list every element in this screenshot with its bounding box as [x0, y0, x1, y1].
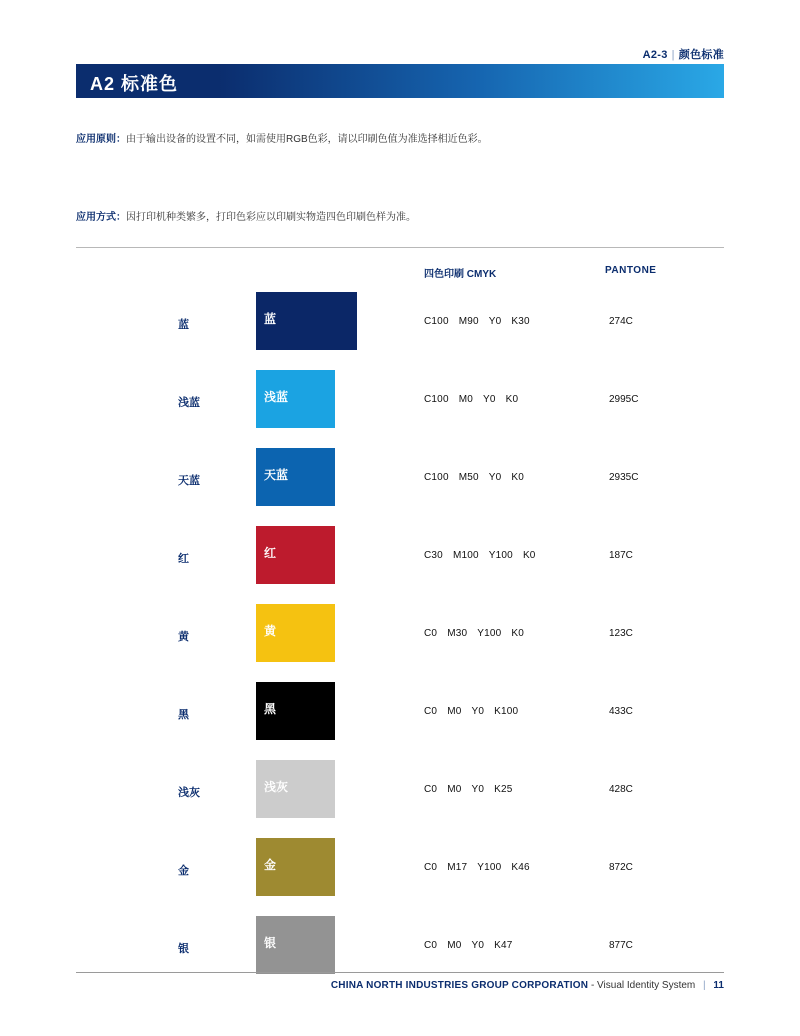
footer-separator: | [703, 980, 706, 991]
color-name: 浅蓝 [178, 397, 200, 409]
cmyk-component: C0 [424, 706, 438, 717]
swatch-label: 浅蓝 [264, 390, 289, 404]
color-name: 红 [178, 553, 189, 565]
cmyk-component: Y0 [471, 706, 485, 717]
pantone-value: 2995C [609, 394, 639, 405]
column-header-pantone: PANTONE [605, 265, 657, 276]
color-swatch [256, 370, 335, 428]
table-top-rule [76, 247, 724, 248]
page-header-label [643, 46, 724, 62]
cmyk-component: M0 [447, 706, 462, 717]
pantone-value: 274C [609, 316, 633, 327]
cmyk-value [424, 940, 523, 951]
table-row [76, 682, 724, 760]
table-row [76, 370, 724, 448]
footer-page-number: 11 [713, 980, 724, 991]
section-name: 颜色标准 [678, 49, 724, 61]
title-label: 标准色 [121, 74, 179, 94]
intro-line-1 [76, 130, 736, 208]
cmyk-component: M90 [458, 316, 479, 327]
pantone-value: 123C [609, 628, 633, 639]
cmyk-component: Y100 [477, 862, 502, 873]
cmyk-component: K46 [511, 862, 530, 873]
color-name: 蓝 [178, 319, 189, 331]
cmyk-value [424, 784, 523, 795]
color-swatch [256, 682, 335, 740]
color-swatch [256, 916, 335, 974]
cmyk-component: Y0 [488, 316, 502, 327]
cmyk-value [424, 628, 534, 639]
swatch-label: 浅灰 [264, 780, 289, 794]
header-separator: | [671, 49, 675, 61]
cmyk-component: M0 [447, 784, 462, 795]
color-swatch [256, 604, 335, 662]
column-header-cmyk: 四色印刷 CMYK [424, 269, 497, 280]
cmyk-component: M100 [452, 550, 479, 561]
page-footer [76, 980, 724, 998]
cmyk-component: K100 [494, 706, 519, 717]
swatch-label: 红 [264, 546, 277, 560]
table-row [76, 526, 724, 604]
cmyk-component: M17 [447, 862, 468, 873]
cmyk-component: K25 [494, 784, 513, 795]
cmyk-component: C0 [424, 628, 438, 639]
table-bottom-rule [76, 972, 724, 973]
swatch-label: 黑 [264, 702, 277, 716]
pantone-value: 433C [609, 706, 633, 717]
cmyk-value [424, 394, 528, 405]
swatch-label: 金 [264, 858, 277, 872]
section-title-bar [76, 64, 724, 98]
color-swatch [256, 838, 335, 896]
cmyk-component: K0 [511, 628, 525, 639]
color-swatch [256, 292, 357, 350]
color-name: 金 [178, 865, 189, 877]
cmyk-component: C0 [424, 940, 438, 951]
table-column-headers [76, 265, 724, 279]
cmyk-component: Y0 [483, 394, 496, 405]
cmyk-value [424, 862, 540, 873]
footer-system: - Visual Identity System [590, 980, 696, 991]
intro-lead-2: 应用方式： [76, 212, 126, 223]
table-row [76, 292, 724, 370]
swatch-label: 天蓝 [264, 468, 289, 482]
cmyk-component: K0 [505, 394, 519, 405]
table-row [76, 838, 724, 916]
color-swatch [256, 526, 335, 584]
table-row [76, 760, 724, 838]
cmyk-component: C0 [424, 784, 438, 795]
swatch-label: 蓝 [264, 312, 277, 326]
cmyk-value [424, 706, 528, 717]
intro-body-2: 因打印机种类繁多，打印色彩应以印刷实物造四色印刷色样为准。 [126, 212, 416, 223]
table-row [76, 604, 724, 682]
cmyk-component: C0 [424, 862, 438, 873]
intro-lead-1: 应用原则： [76, 134, 126, 145]
page-title [90, 70, 178, 96]
pantone-value: 872C [609, 862, 633, 873]
cmyk-component: M0 [447, 940, 462, 951]
cmyk-component: Y100 [488, 550, 513, 561]
cmyk-component: K30 [511, 316, 530, 327]
swatch-label: 银 [264, 936, 277, 950]
cmyk-component: M50 [458, 472, 479, 483]
cmyk-component: Y0 [471, 784, 485, 795]
section-code: A2-3 [642, 49, 668, 61]
cmyk-component: M0 [458, 394, 474, 405]
cmyk-component: C100 [424, 316, 449, 327]
color-table [76, 292, 724, 994]
cmyk-component: C100 [424, 472, 449, 483]
color-swatch [256, 448, 335, 506]
color-name: 黄 [178, 631, 189, 643]
cmyk-value [424, 472, 534, 483]
intro-body-1: 由于输出设备的设置不同，如需使用RGB色彩，请以印刷色值为准选择相近色彩。 [126, 134, 488, 145]
color-name: 天蓝 [178, 475, 200, 487]
intro-text-block [76, 130, 736, 286]
pantone-value: 187C [609, 550, 633, 561]
swatch-label: 黄 [264, 624, 277, 638]
pantone-value: 428C [609, 784, 633, 795]
cmyk-component: K47 [494, 940, 513, 951]
cmyk-component: M30 [447, 628, 468, 639]
table-row [76, 448, 724, 526]
cmyk-component: Y0 [471, 940, 485, 951]
cmyk-component: K0 [522, 550, 536, 561]
cmyk-component: Y0 [488, 472, 502, 483]
pantone-value: 2935C [609, 472, 639, 483]
color-name: 浅灰 [178, 787, 200, 799]
color-name: 黑 [178, 709, 189, 721]
cmyk-value [424, 550, 546, 561]
color-swatch [256, 760, 335, 818]
cmyk-component: K0 [511, 472, 525, 483]
color-name: 银 [178, 943, 189, 955]
cmyk-component: Y100 [477, 628, 502, 639]
footer-company: CHINA NORTH INDUSTRIES GROUP CORPORATION [330, 980, 589, 991]
cmyk-component: C100 [424, 394, 449, 405]
cmyk-component: C30 [424, 550, 443, 561]
cmyk-value [424, 316, 540, 327]
title-code: A2 [90, 74, 116, 94]
pantone-value: 877C [609, 940, 633, 951]
